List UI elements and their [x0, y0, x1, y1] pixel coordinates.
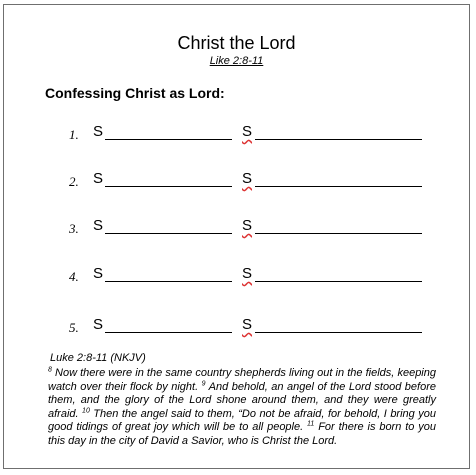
verse-number: 9 — [201, 379, 206, 387]
second-blank[interactable] — [255, 186, 422, 187]
first-blank[interactable] — [105, 186, 232, 187]
scripture-subtitle: Like 2:8-11 — [209, 55, 264, 67]
verse-text: Then the angel said to them, “Do not be afraid, for behold, I bring you good tidings of great joy which will be to all people. — [48, 407, 436, 434]
first-blank[interactable] — [105, 233, 232, 234]
second-blank[interactable] — [255, 139, 422, 140]
second-letter: S — [242, 265, 253, 282]
second-letter: S — [242, 316, 253, 333]
first-letter: S — [93, 265, 104, 282]
blank-row-1 — [4, 123, 469, 145]
verse-number: 10 — [82, 407, 90, 415]
second-blank[interactable] — [255, 233, 422, 234]
first-blank[interactable] — [105, 332, 232, 333]
second-letter: S — [242, 170, 253, 187]
row-number: 1. — [69, 127, 79, 142]
verse-text: For there is born to you this day in the city of David a Savior, who is Christ the Lord. — [48, 421, 436, 447]
blank-row-4 — [4, 265, 469, 287]
verse-number: 8 — [48, 366, 52, 374]
worksheet-page — [3, 4, 470, 469]
blank-row-3 — [4, 217, 469, 239]
scripture-reference: Luke 2:8-11 (NKJV) — [50, 352, 146, 364]
verse-number: 11 — [307, 420, 315, 428]
row-number: 4. — [69, 269, 79, 284]
section-heading: Confessing Christ as Lord: — [45, 85, 225, 101]
page-title: Christ the Lord — [177, 33, 296, 53]
first-blank[interactable] — [105, 281, 232, 282]
second-blank[interactable] — [255, 281, 422, 282]
scripture-passage — [48, 367, 436, 449]
blank-row-5 — [4, 316, 469, 338]
verse-text: And behold, an angel of the Lord stood before them, and the glory of the Lord shone around them, and they were greatly afraid. — [48, 380, 436, 420]
verse-text: Now there were in the same country shepherds living out in the fields, keeping watch over their flock by night. — [48, 367, 436, 393]
first-letter: S — [93, 123, 104, 140]
row-number: 5. — [69, 320, 79, 335]
second-letter: S — [242, 217, 253, 234]
first-letter: S — [93, 316, 104, 333]
first-letter: S — [93, 170, 104, 187]
row-number: 3. — [69, 221, 79, 236]
blank-row-2 — [4, 170, 469, 192]
first-blank[interactable] — [105, 139, 232, 140]
second-letter: S — [242, 123, 253, 140]
second-blank[interactable] — [255, 332, 422, 333]
row-number: 2. — [69, 174, 79, 189]
first-letter: S — [93, 217, 104, 234]
